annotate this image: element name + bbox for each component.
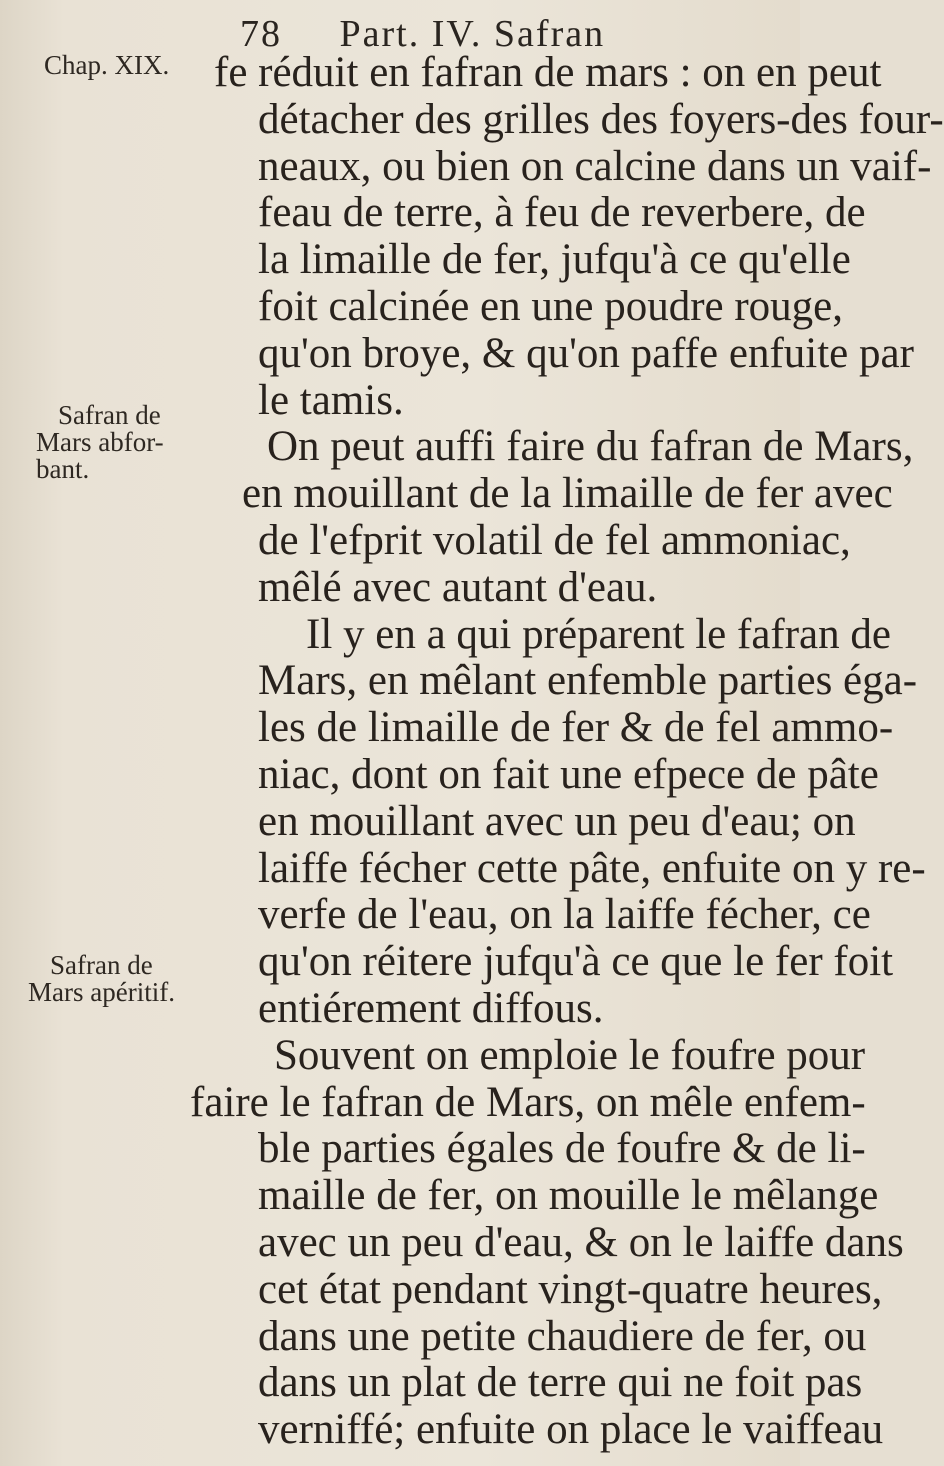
body-line: la limaille de fer, jufqu'à ce qu'elle (258, 236, 851, 284)
body-line: On peut auffi faire du fafran de Mars, (267, 423, 914, 471)
body-line: de l'efprit volatil de fel ammoniac, (258, 517, 851, 564)
body-line: en mouillant avec un peu d'eau; on (258, 797, 856, 845)
margin-note-line: Mars abfor- (36, 427, 164, 457)
body-line: foit calcinée en une poudre rouge, (258, 283, 844, 330)
running-title: Part. IV. Safran (339, 13, 606, 55)
body-line: Souvent on emploie le foufre pour (274, 1031, 866, 1079)
body-line: dans un plat de terre qui ne foit pas (258, 1359, 863, 1407)
body-line: cet état pendant vingt-quatre heures, (258, 1265, 883, 1313)
margin-note-line: Safran de (50, 950, 153, 980)
body-line: mêlé avec autant d'eau. (258, 563, 658, 611)
body-line: qu'on réitere jufqu'à ce que le fer foit (258, 938, 894, 986)
margin-note-line: Chap. XIX. (44, 50, 170, 80)
margin-note-chapter (44, 52, 169, 79)
body-line: ble parties égales de foufre & de li- (258, 1125, 866, 1173)
body-line: entiérement diffous. (258, 985, 604, 1032)
body-line: verfe de l'eau, on la laiffe fécher, ce (258, 891, 871, 939)
body-line: détacher des grilles des foyers-des four- (258, 95, 944, 143)
body-line: dans une petite chaudiere de fer, ou (258, 1312, 867, 1360)
body-line: verniffé; enfuite on place le vaiffeau (258, 1406, 884, 1454)
body-line: avec un peu d'eau, & on le laiffe dans (258, 1219, 904, 1266)
body-line: en mouillant de la limaille de fer avec (242, 470, 893, 518)
body-line: Il y en a qui préparent le fafran de (306, 610, 891, 658)
margin-note-line: Safran de (58, 400, 161, 430)
margin-note-line: Mars apéritif. (28, 977, 175, 1007)
body-line: feau de terre, à feu de reverbere, de (258, 189, 866, 237)
body-line: faire le fafran de Mars, on mêle enfem- (190, 1078, 866, 1126)
margin-note-safran-absorbant (36, 402, 164, 483)
margin-note-line: bant. (36, 454, 90, 484)
body-line: qu'on broye, & qu'on paffe enfuite par (258, 329, 914, 377)
body-line: les de limaille de fer & de fel ammo- (258, 704, 894, 752)
page-number: 78 (240, 13, 282, 55)
margin-note-safran-aperitif (28, 952, 175, 1006)
body-line: Mars, en mêlant enfemble parties éga- (258, 657, 918, 705)
body-line: neaux, ou bien on calcine dans un vaif- (258, 142, 932, 190)
body-line: fe réduit en fafran de mars : on en peut (214, 49, 882, 96)
body-line: niac, dont on fait une efpece de pâte (258, 751, 879, 798)
body-line: maille de fer, on mouille le mêlange (258, 1172, 879, 1220)
body-line: laiffe fécher cette pâte, enfuite on y re- (258, 844, 926, 892)
body-line: le tamis. (258, 376, 404, 424)
